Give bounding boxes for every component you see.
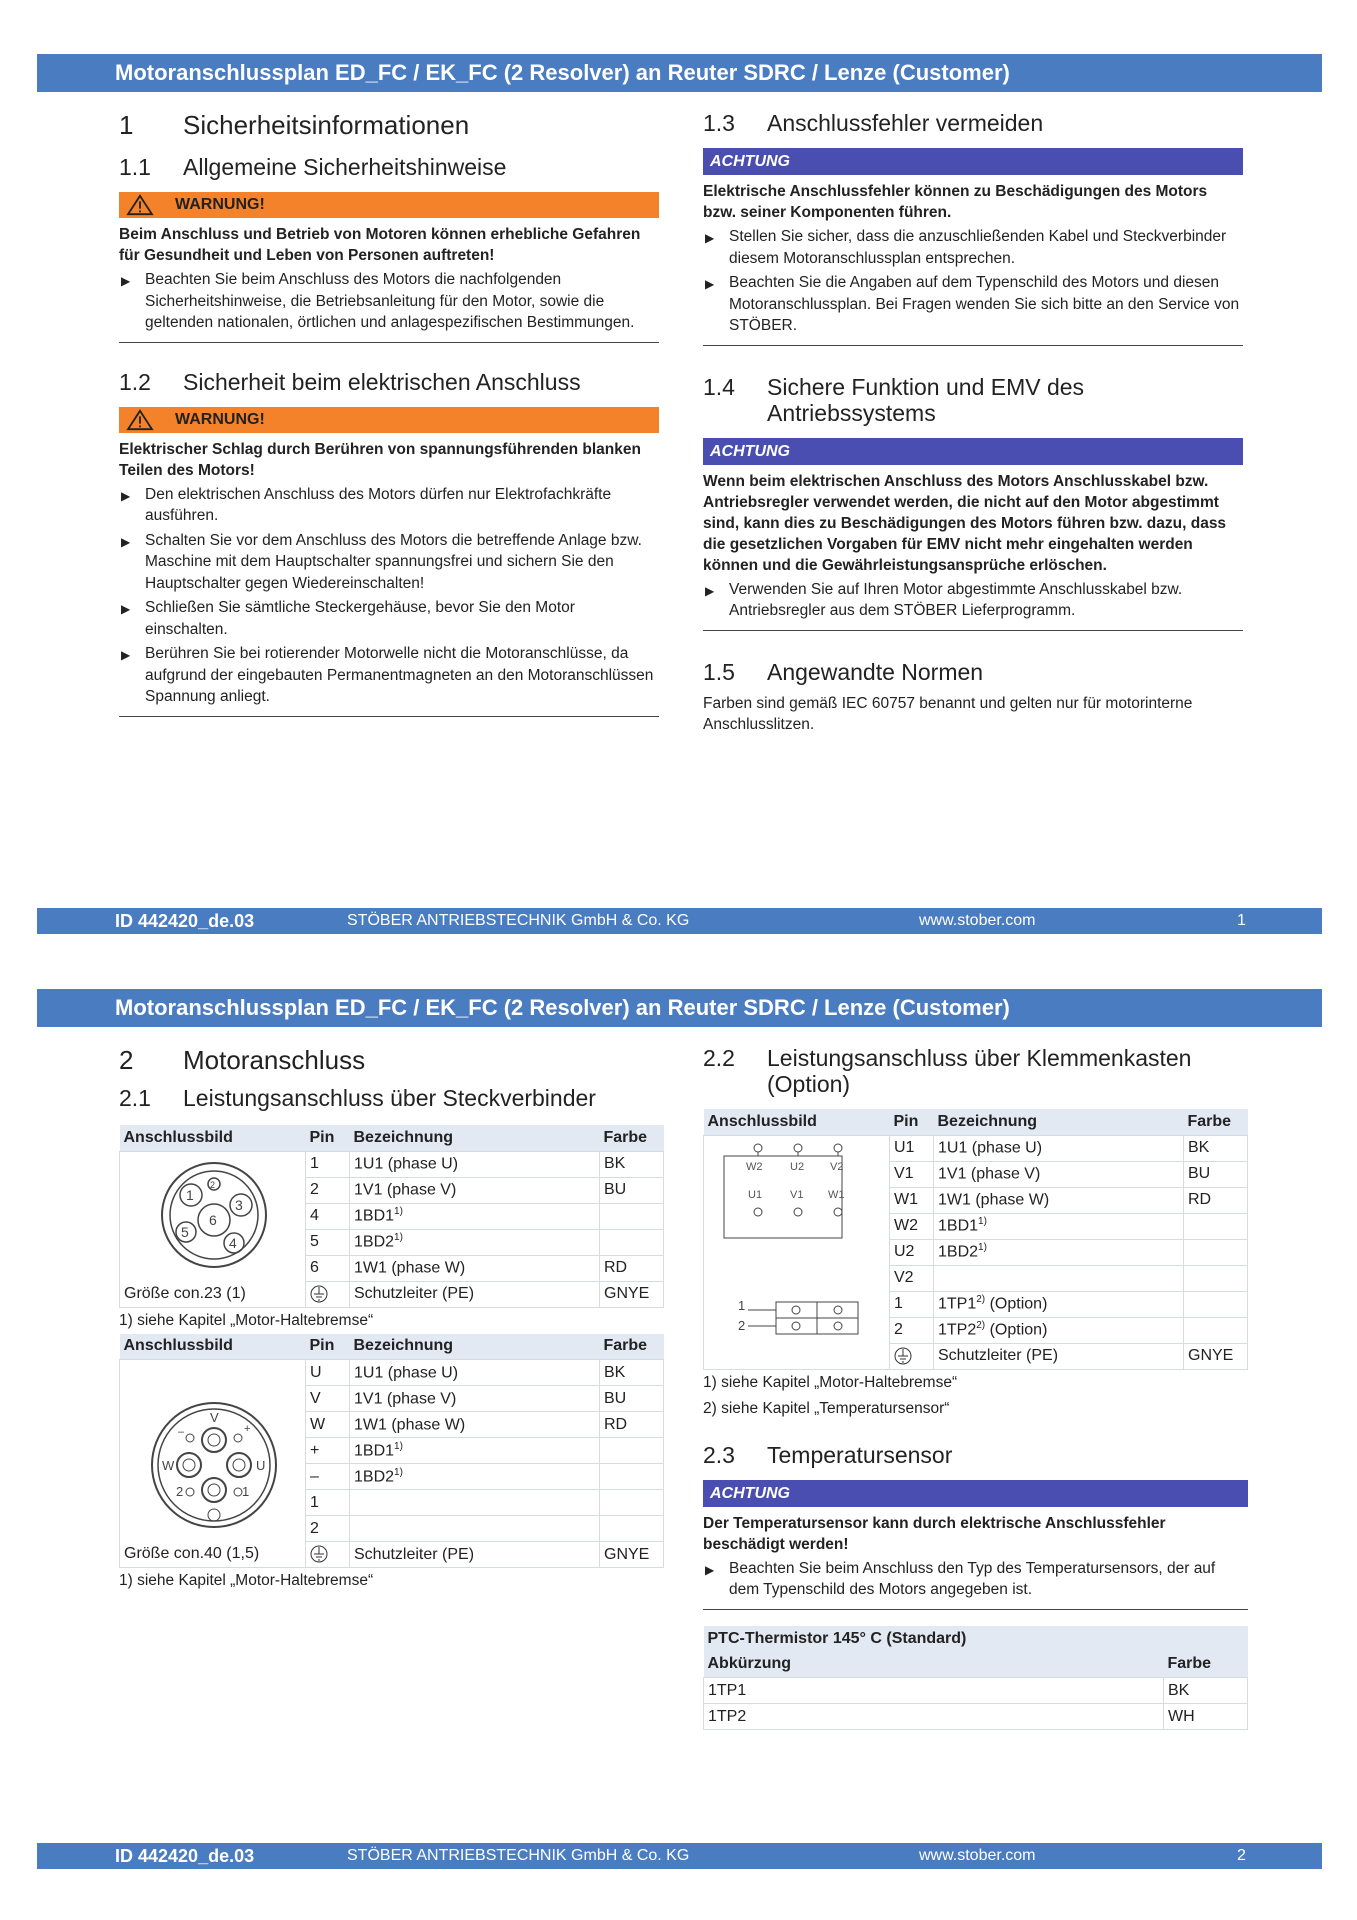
footnote: 1) siehe Kapitel „Motor-Haltebremse“ xyxy=(119,1311,374,1329)
section-2-3-heading: 2.3 Temperatursensor xyxy=(703,1441,953,1468)
section-2-heading: 2 Motoranschluss xyxy=(119,1045,366,1075)
list-item: ▶ Verwenden Sie auf Ihren Motor abgestimmte Anschlusskabel bzw. Antriebsregler aus dem STÖBER Lieferprogramm. xyxy=(703,579,1243,622)
section-1-5-heading: 1.5 Angewandte Normen xyxy=(703,658,984,685)
notice-banner: ACHTUNG xyxy=(703,148,1243,175)
con23-label: 4 xyxy=(229,1234,237,1251)
con40-label: U xyxy=(256,1458,266,1473)
notice-banner: ACHTUNG xyxy=(703,1480,1248,1507)
con40-label: + xyxy=(244,1423,251,1435)
terminal-label: V1 xyxy=(790,1188,804,1201)
terminal-box-table: Anschlussbild Pin Bezeichnung Farbe W2 U2 V2 U1 V1 W1 1 2 U1 1U1 (phase U) BK V1 1V1 (phase V) BU W1 1W1 (phase W) RD W2 1BD1$^{1)}$ U2 1BD2$^{1)}$ V2 1 1TP1$^{2)}$ (Option) 2 1TP2$^{2)}$ (Option) Schutzleiter (PE) GNYE xyxy=(703,1109,1248,1370)
terminal-label: 2 xyxy=(738,1317,746,1333)
bullet-arrow-icon: ▶ xyxy=(121,488,131,503)
con40-label: – xyxy=(178,1426,185,1438)
table-row: – 1BD2$^{1)}$ xyxy=(120,1464,664,1490)
section-1-1-heading: 1.1 Allgemeine Sicherheitshinweise xyxy=(119,154,507,180)
table-row: Schutzleiter (PE) GNYE xyxy=(120,1542,664,1568)
terminal-label: V2 xyxy=(830,1160,844,1173)
divider xyxy=(703,1609,1248,1610)
table-row: V2 xyxy=(704,1265,1248,1291)
table-row: W 1W1 (phase W) RD xyxy=(120,1412,664,1438)
notice-banner: ACHTUNG xyxy=(703,438,1243,465)
page-1 xyxy=(0,0,1357,935)
table-row: W2 1BD1$^{1)}$ xyxy=(704,1213,1248,1239)
connector-diagram-con23 xyxy=(120,1151,306,1307)
con23-label: 1 xyxy=(186,1186,194,1203)
footnote: 1) siehe Kapitel „Motor-Haltebremse“ xyxy=(703,1373,958,1391)
con40-connector-icon xyxy=(124,1390,300,1540)
divider xyxy=(703,630,1243,631)
connector-size-label: Größe con.40 (1,5) xyxy=(124,1545,260,1562)
bullet-arrow-icon: ▶ xyxy=(705,231,715,245)
ground-icon xyxy=(310,1545,328,1563)
table-row: 1TP2 WH xyxy=(704,1704,1248,1730)
bullet-arrow-icon: ▶ xyxy=(705,583,715,598)
bullet-arrow-icon: ▶ xyxy=(121,274,131,288)
terminal-label: W1 xyxy=(828,1188,845,1201)
page-footer: ID 442420_de.03 STÖBER ANTRIEBSTECHNIK GmbH & Co. KG www.stober.com 2 xyxy=(37,1843,1322,1869)
bullet-arrow-icon: ▶ xyxy=(121,602,131,616)
list-item: ▶ Beachten Sie beim Anschluss des Motors die nachfolgenden Sicherheitshinweise, die Betriebsanleitung für den Motor, sowie die geltenden nationalen, örtlichen und anlagespezifischen Bestimmungen. xyxy=(119,269,659,334)
bullet-arrow-icon: ▶ xyxy=(705,277,715,291)
list-item: ▶ Beachten Sie beim Anschluss den Typ des Temperatursensors, der auf dem Typenschild des Motors angegeben ist. xyxy=(703,1558,1248,1601)
ground-icon xyxy=(894,1347,912,1365)
left-column xyxy=(119,1045,664,1594)
section-1-3-heading: 1.3 Anschlussfehler vermeiden xyxy=(703,110,1044,136)
con40-label: W xyxy=(162,1458,175,1473)
section-2-2-heading: 2.2 Leistungsanschluss über Klemmenkasten (Option) xyxy=(703,1045,1192,1097)
table-row: V 1V1 (phase V) BU xyxy=(120,1386,664,1412)
notice-text: Elektrische Anschlussfehler können zu Beschädigungen des Motors bzw. seiner Komponenten führen. xyxy=(703,183,1208,221)
table-row: Schutzleiter (PE) GNYE xyxy=(704,1343,1248,1369)
list-item: ▶ Berühren Sie bei rotierender Motorwelle nicht die Motoranschlüsse, da aufgrund der eingebauten Permanentmagneten an den Motoranschlüssen Spannung anliegt. xyxy=(119,643,659,708)
footnote: 1) siehe Kapitel „Motor-Haltebremse“ xyxy=(119,1572,374,1589)
con23-label: 5 xyxy=(181,1223,189,1240)
table-row: 5 1BD2$^{1)}$ xyxy=(120,1229,664,1255)
table-row: 1 1TP1$^{2)}$ (Option) xyxy=(704,1291,1248,1317)
section-1-4-heading: 1.4 Sichere Funktion und EMV des Antriebssystems xyxy=(703,373,1085,426)
table-row: 2 1TP2$^{2)}$ (Option) xyxy=(704,1317,1248,1343)
terminal-label: W2 xyxy=(746,1160,763,1173)
notice-text: Wenn beim elektrischen Anschluss des Motors Anschlusskabel bzw. Antriebsregler verwendet werden, die nicht auf den Motor abgestimmt sind, kann dies zu Beschädigungen des Motors führen bzw. dazu, dass die gesetzlichen Vorgaben für EMV nicht mehr eingehalten werden können und die Gewährleistungsansprüche erlöschen. xyxy=(703,472,1227,574)
page-2 xyxy=(0,935,1357,1870)
list-item: ▶ Schließen Sie sämtliche Steckergehäuse, bevor Sie den Motor einschalten. xyxy=(119,597,659,640)
warning-icon xyxy=(125,194,155,216)
con40-label: 1 xyxy=(242,1484,250,1499)
warning-banner: WARNUNG! xyxy=(119,192,659,218)
con23-label: 3 xyxy=(235,1196,243,1213)
con40-label: V xyxy=(210,1410,219,1425)
connector-table-con23: Anschlussbild Pin Bezeichnung Farbe 1 2 3 4 5 6 Größe con.23 (1) 1 1U1 (phase U) BK 2 1V1 (phase V) BU 4 1BD1$^{1)}$ 5 1BD2$^{1)}$ 6 1W1 (phase W) RD Schutzleiter (PE) GNYE xyxy=(119,1125,664,1308)
table-row: 2 1V1 (phase V) BU xyxy=(120,1177,664,1203)
left-column xyxy=(119,110,659,717)
bullet-arrow-icon: ▶ xyxy=(705,1562,715,1577)
bullet-arrow-icon: ▶ xyxy=(121,534,131,549)
right-column xyxy=(703,1045,1248,1730)
table-row: V1 1V1 (phase V) BU xyxy=(704,1161,1248,1187)
footnote: 2) siehe Kapitel „Temperatursensor“ xyxy=(703,1399,950,1417)
section-1-heading: 1 Sicherheitsinformationen xyxy=(119,110,470,140)
table-row: Schutzleiter (PE) GNYE xyxy=(120,1281,664,1307)
page-header: Motoranschlussplan ED_FC / EK_FC (2 Resolver) an Reuter SDRC / Lenze (Customer) xyxy=(37,989,1322,1027)
list-item: ▶ Schalten Sie vor dem Anschluss des Motors die betreffende Anlage bzw. Maschine mit dem Hauptschalter spannungsfrei und sichern Sie den Hauptschalter gegen Wiedereinschalten! xyxy=(119,530,659,595)
con23-label: 6 xyxy=(209,1211,217,1228)
warning-icon xyxy=(125,409,155,431)
terminal-box-diagram xyxy=(704,1135,890,1369)
page-header: Motoranschlussplan ED_FC / EK_FC (2 Resolver) an Reuter SDRC / Lenze (Customer) xyxy=(37,54,1322,92)
table-row: + 1BD1$^{1)}$ xyxy=(120,1438,664,1464)
connector-diagram-con40 xyxy=(120,1360,306,1568)
warning-banner: WARNUNG! xyxy=(119,407,659,433)
section-1-2-heading: 1.2 Sicherheit beim elektrischen Anschluss xyxy=(119,368,581,395)
table-row: 6 1W1 (phase W) RD xyxy=(120,1255,664,1281)
divider xyxy=(119,716,659,717)
con23-label: 2 xyxy=(210,1179,216,1190)
warning-text: Beim Anschluss und Betrieb von Motoren können erhebliche Gefahren für Gesundheit und Leben von Personen auftreten! xyxy=(119,226,641,264)
terminal-label: U2 xyxy=(790,1160,805,1173)
table-row: 1TP1 BK xyxy=(704,1678,1248,1704)
warning-text: Elektrischer Schlag durch Berühren von spannungsführenden blanken Teilen des Motors! xyxy=(119,440,641,479)
notice-text: Der Temperatursensor kann durch elektrische Anschlussfehler beschädigt werden! xyxy=(703,1514,1166,1553)
list-item: ▶ Den elektrischen Anschluss des Motors dürfen nur Elektrofachkräfte ausführen. xyxy=(119,484,659,527)
ground-icon xyxy=(310,1285,328,1303)
divider xyxy=(703,345,1243,346)
list-item: ▶ Stellen Sie sicher, dass die anzuschließenden Kabel und Steckverbinder diesem Motoranschlussplan entsprechen. xyxy=(703,226,1243,269)
con40-label: 2 xyxy=(176,1484,184,1499)
bullet-arrow-icon: ▶ xyxy=(121,648,131,662)
terminal-label: 1 xyxy=(738,1297,746,1313)
section-2-1-heading: 2.1 Leistungsanschluss über Steckverbinder xyxy=(119,1085,596,1111)
terminal-label: U1 xyxy=(748,1188,763,1201)
table-row: W1 1W1 (phase W) RD xyxy=(704,1187,1248,1213)
table-row: 4 1BD1$^{1)}$ xyxy=(120,1203,664,1229)
table-row: 2 xyxy=(120,1516,664,1542)
table-row: 1 xyxy=(120,1490,664,1516)
table-row: U2 1BD2$^{1)}$ xyxy=(704,1239,1248,1265)
list-item: ▶ Beachten Sie die Angaben auf dem Typenschild des Motors und diesen Motoranschlussplan. Bei Fragen wenden Sie sich bitte an den Service von STÖBER. xyxy=(703,272,1243,337)
connector-table-con40: Anschlussbild Pin Bezeichnung Farbe V W U + – 1 2 Größe con.40 (1,5) U 1U1 (phase U) BK V 1V1 (phase V) BU W 1W1 (phase W) RD + 1BD1$^{1)}$ – 1BD2$^{1)}$ 1 2 Schutzleiter (PE) GNYE xyxy=(119,1334,664,1569)
terminal-box-icon xyxy=(708,1140,884,1350)
connector-size-label: Größe con.23 (1) xyxy=(124,1284,246,1302)
norms-text: Farben sind gemäß IEC 60757 benannt und gelten nur für motorinterne Anschlusslitzen. xyxy=(703,694,1193,733)
divider xyxy=(119,342,659,343)
right-column xyxy=(703,110,1243,736)
con23-connector-icon xyxy=(124,1160,300,1280)
page-footer: ID 442420_de.03 STÖBER ANTRIEBSTECHNIK GmbH & Co. KG www.stober.com 1 xyxy=(37,908,1322,934)
thermistor-table: PTC-Thermistor 145° C (Standard) Abkürzung Farbe 1TP1 BK 1TP2 WH xyxy=(703,1626,1248,1731)
